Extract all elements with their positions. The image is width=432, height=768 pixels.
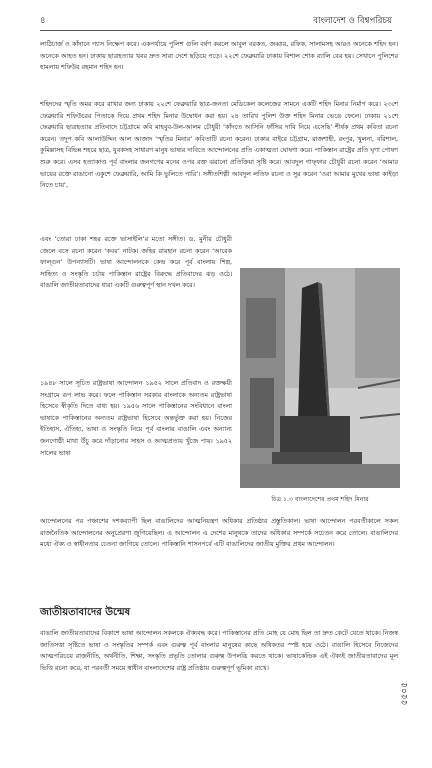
paragraph-4: ১৯৪৮ সালে সূচিত রাষ্ট্রভাষা আন্দোলন ১৯৫২ সালে প্রতিবাদ ও রক্তক্ষয়ী সংগ্রামে রূপ লাভ করে। ফলে পাকিস্তান সরকার বাংলাকে অন্যতম রাষ্ট্রভাষা হিসেবে স্বীকৃতি দিতে বাধ্য হয়। ১৯৫৬ সালে পাকিস্তানের সংবিধানে বাংলা ভাষাকে পাকিস্তানের অন্যতম রাষ্ট্রভাষা হিসেবে অন্তর্ভুক্ত করা হয়। নিজের ইতিহাস, ঐতিহ্য, ভাষা ও সংস্কৃতি নিয়ে পূর্ব বাংলার বাঙালি এবং অন্যান্য জনগোষ্ঠী মাথা উঁচু করে দাঁড়ানোর সাহস ও আত্মপ্রত্যয় খুঁজে পায়। ১৯৫২ সালের ভাষা <box>40 380 232 457</box>
section-heading: জাতীয়তাবাদের উন্মেষ <box>40 607 131 618</box>
paragraph-2: শহিদদের স্মৃতি অমর করে রাখার জন্য ঢাকায় ২২শে ফেব্রুয়ারি ছাত্র-জনতা মেডিকেল কলেজের সামনে একটি শহিদ মিনার নির্মাণ করে। ২৩শে ফেব্রুয়ারি শফিউরের পিতাকে দিয়ে প্রথম শহিদ মিনার উদ্বোধন করা হয়। ২৪ তারিখ পুলিশ উক্ত শহিদ মিনার ভেঙে ফেলে। ঢাকায় ২১শে ফেব্রুয়ারি ছাত্রহত্যার প্রতিবাদে চট্টগ্রামে কবি মাহবুব-উল-আলম চৌধুরী ‘কাঁদতে আসিনি ফাঁসির দাবি নিয়ে এসেছি’ শীর্ষক প্রথম কবিতা রচনা করেন। তদুপ কবি আলাউদ্দিন আল আজাদ ‘স্মৃতির মিনার’ কবিতাটি রচনা করেন। ঢাকার বাইরে চট্টগ্রাম, রাজশাহী, রংপুর, খুলনা, বরিশাল, কুমিল্লাসহ বিভিন্ন শহরে ছাত্র, যুবকসহ সাধারণ মানুষ ভাষার দাবিতে আন্দোলনের প্রতি একাত্মতা ঘোষণা করে। পাকিস্তান রাষ্ট্রের প্রতি ঘৃণা পোষণ শুরু করে। এসব হত্যাকাণ্ড পূর্ব বাংলার জনগণের মনের ওপর রক্ত ঝরানো প্রতিক্রিয়া সৃষ্টি করে। আবদুল গাফ্ফার চৌধুরী রচনা করেন ‘আমার ভায়ের রক্তে রাঙানো একুশে ফেব্রুয়ারি, আমি কি ভুলিতে পারি’। সঙ্গীতশিল্পী আবদুল লতিফ রচনা ও সুর করেন ‘ওরা আমার মুখের ভাষা কাইড়া নিতে চায়’, <box>40 101 398 190</box>
shaheed-minar-photo <box>240 268 400 488</box>
running-title: বাংলাদেশ ও বিশ্বপরিচয় <box>313 16 392 26</box>
paragraph-3: এবং ‘তোরা ঢাকা শহর রক্তে ভাসাইলি’র মতো সঙ্গীত। ড. মুনীর চৌধুরী জেলে বসে রচনা করেন ‘কবর’ নাটক। জহির রায়হান রচনা করেন ‘আরেক ফাল্গুন’ উপন্যাসটি। ভাষা আন্দোলনকে কেন্দ্র করে পূর্ব বাংলায় শিল্প, সাহিত্য ও সংস্কৃতি চর্চায় পাকিস্তান রাষ্ট্রের বিরুদ্ধে প্রতিবাদের ঝড় ওঠে। বাঙালি জাতীয়তাবাদের ধারা একটি গুরুত্বপূর্ণ স্থান দখল করে। <box>40 236 232 290</box>
figure-caption: চিত্র ১.৩ বাংলাদেশের প্রথম শহিদ মিনার <box>271 496 369 503</box>
page-number: ৪ <box>40 16 46 26</box>
header-rule <box>40 30 392 31</box>
side-number: ৫৫০৫ <box>400 682 410 706</box>
page-header <box>40 14 392 28</box>
paragraph-1: লাঠিচার্জ ও কাঁদানে গ্যাস নিক্ষেপ করে। একপর্যায়ে পুলিশ গুলি বর্ষণ করলে আবুল বরকত, জব্বার, রফিক, সালামসহ আরও অনেকে শহিদ হন। অনেকে আহত হন। ঢাকায় ছাত্রহত্যার খবর দ্রুত সারা দেশে ছড়িয়ে পড়ে। ২২শে ফেব্রুয়ারি ঢাকায় বিশাল শোক র‍্যালি বের হয়। সেখানে পুলিশের হামলায় শফিউর রহমান শহিদ হন। <box>40 41 398 72</box>
paragraph-6: বাঙালি জাতীয়তাবাদের বিকাশে ভাষা আন্দোলন সকলকে ঐক্যবদ্ধ করে। পাকিস্তানের প্রতি মোহ যে মোহ ছিল তা দ্রুত কেটে যেতে থাকে। নিজস্ব জাতিসত্তা সৃষ্টিতে ভাষা ও সংস্কৃতির সম্পর্ক এবং গুরুত্ব পূর্ব বাংলার মানুষের কাছে অধিকতর স্পষ্ট হয়ে ওঠে। বাঙালি হিসেবে নিজেদের আত্মপরিচয়ে রাজনীতি, অর্থনীতি, শিক্ষা, সংস্কৃতি প্রভৃতি তোলার গুরুত্ব উপলব্ধি করতে থাকে। ভাষাকেন্দ্রিক এই ঐক্যই জাতীয়তাবাদের মূল ভিত্তি রচনা করে, যা পরবর্তী সময়ে স্বাধীন বাংলাদেশের রাষ্ট্র প্রতিষ্ঠায় গুরুত্বপূর্ণ ভূমিকা রাখে। <box>40 630 398 672</box>
paragraph-5: আন্দোলনের পর পঞ্চাশের দশকব্যাপী ছিল বাঙালিদের আত্মনিয়ন্ত্রণ অধিকার প্রতিষ্ঠার প্রস্তুতিকাল। ভাষা আন্দোলন পরবর্তীকালে সকল রাজনৈতিক আন্দোলনের অনুপ্রেরণা জুগিয়েছিল। এ আন্দোলন এ দেশের মানুষকে তাদের অধিকার সম্পর্কে সচেতন করে তোলে। বাঙালিদের মধ্যে ঐক্য ও স্বাধীনতার চেতনা জাগিয়ে তোলে। পাকিস্তানি শাসনপর্বে এটি বাঙালিদের জাতীয় মুক্তির প্রথম আন্দোলন। <box>40 518 398 549</box>
photo-illustration <box>240 268 400 488</box>
